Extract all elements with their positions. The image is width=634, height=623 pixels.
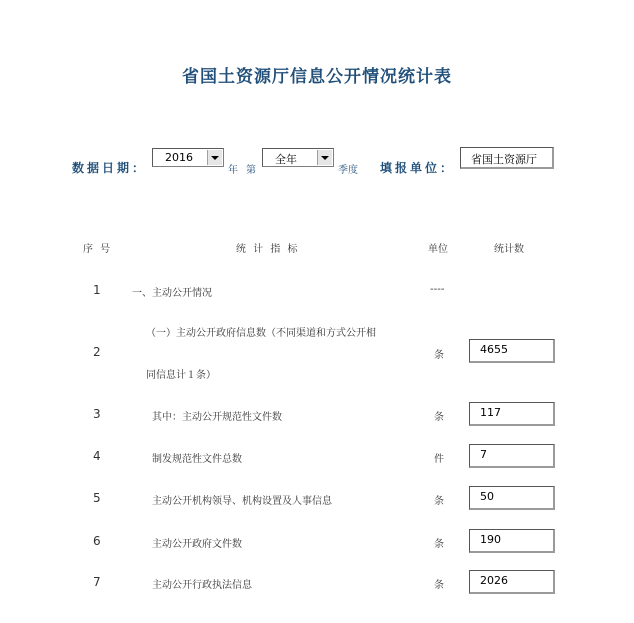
row-indicator: 其中：主动公开规范性文件数 (152, 412, 282, 423)
chevron-down-icon[interactable] (317, 150, 332, 165)
header-unit: 单位 (428, 244, 448, 255)
row-seq: 1 (93, 283, 101, 297)
year-select-value: 2016 (165, 151, 193, 164)
quarter-select-value: 全年 (275, 153, 297, 166)
unit-label: 填报单位： (380, 161, 456, 175)
value-field-value: 117 (480, 406, 501, 419)
row-seq: 2 (93, 345, 101, 359)
header-seq: 序 号 (83, 244, 113, 255)
row-indicator: 主动公开行政执法信息 (152, 580, 252, 591)
value-field-value: 2026 (480, 574, 508, 587)
value-field[interactable] (469, 402, 555, 426)
page-title: 省国土资源厅信息公开情况统计表 (182, 67, 452, 87)
value-field[interactable] (469, 529, 555, 553)
value-field-value: 190 (480, 533, 501, 546)
unit-field[interactable] (460, 147, 554, 169)
row-unit: ---- (430, 284, 445, 295)
quarter-select[interactable] (262, 148, 334, 167)
date-label: 数据日期： (72, 161, 148, 175)
row-seq: 6 (93, 534, 101, 548)
row-seq: 5 (93, 491, 101, 505)
chevron-down-icon[interactable] (207, 150, 222, 165)
value-field[interactable] (469, 444, 555, 468)
value-field[interactable] (469, 486, 555, 510)
row-indicator: 一、主动公开情况 (132, 288, 212, 299)
header-indicator: 统 计 指 标 (236, 244, 300, 255)
row-indicator: 制发规范性文件总数 (152, 454, 242, 465)
row-unit: 条 (434, 580, 444, 591)
row-unit: 条 (434, 496, 444, 507)
row-unit: 条 (434, 350, 444, 361)
year-suffix: 年 (228, 165, 238, 176)
quarter-suffix: 季度 (338, 165, 358, 176)
row-seq: 4 (93, 449, 101, 463)
row-indicator-line1: （一）主动公开政府信息数（不同渠道和方式公开相 (146, 328, 376, 339)
value-field[interactable] (469, 339, 555, 363)
unit-field-value: 省国土资源厅 (471, 153, 537, 166)
value-field-value: 7 (480, 448, 487, 461)
row-indicator: 主动公开政府文件数 (152, 539, 242, 550)
row-unit: 条 (434, 412, 444, 423)
year-select[interactable] (152, 148, 224, 167)
row-seq: 7 (93, 575, 101, 589)
value-field-value: 50 (480, 490, 494, 503)
value-field-value: 4655 (480, 343, 508, 356)
value-field[interactable] (469, 570, 555, 594)
row-unit: 条 (434, 539, 444, 550)
ordinal-label: 第 (246, 165, 256, 176)
row-seq: 3 (93, 407, 101, 421)
row-unit: 件 (434, 454, 444, 465)
row-indicator-line2: 同信息计１条） (146, 370, 216, 381)
row-indicator: 主动公开机构领导、机构设置及人事信息 (152, 496, 332, 507)
header-count: 统计数 (494, 244, 524, 255)
